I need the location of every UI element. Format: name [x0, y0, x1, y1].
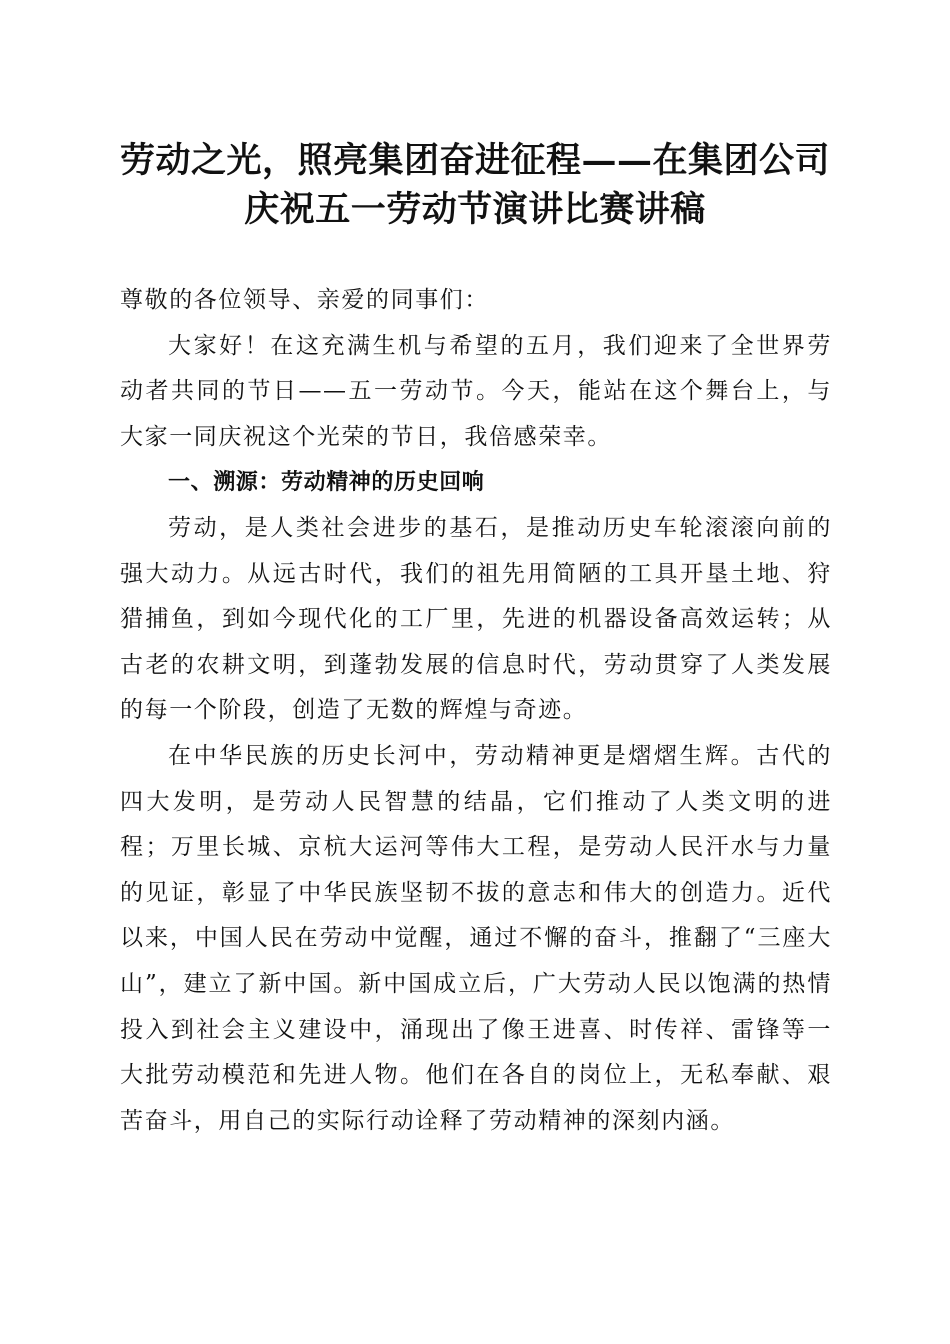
title-line-2: 庆祝五一劳动节演讲比赛讲稿 [244, 189, 706, 230]
paragraph-greeting: 大家好！在这充满生机与希望的五月，我们迎来了全世界劳动者共同的节日——五一劳动节。今天，能站在这个舞台上，与大家一同庆祝这个光荣的节日，我倍感荣幸。 [120, 332, 832, 450]
document-title [100, 136, 850, 234]
salutation: 尊敬的各位领导、亲爱的同事们： [120, 287, 489, 313]
title-line-1: 劳动之光，照亮集团奋进征程——在集团公司 [119, 140, 830, 181]
section-heading-1: 一、溯源：劳动精神的历史回响 [168, 470, 485, 496]
document-body [120, 278, 832, 1144]
paragraph-chinese-history: 在中华民族的历史长河中，劳动精神更是熠熠生辉。古代的四大发明，是劳动人民智慧的结晶，它们推动了人类文明的进程；万里长城、京杭大运河等伟大工程，是劳动人民汗水与力量的见证，彰显了中华民族坚韧不拔的意志和伟大的创造力。近代以来，中国人民在劳动中觉醒，通过不懈的奋斗，推翻了“三座大山”，建立了新中国。新中国成立后，广大劳动人民以饱满的热情投入到社会主义建设中，涌现出了像王进喜、时传祥、雷锋等一大批劳动模范和先进人物。他们在各自的岗位上，无私奉献、艰苦奋斗，用自己的实际行动诠释了劳动精神的深刻内涵。 [120, 742, 832, 1134]
paragraph-labor-foundation: 劳动，是人类社会进步的基石，是推动历史车轮滚滚向前的强大动力。从远古时代，我们的祖先用简陋的工具开垦土地、狩猎捕鱼，到如今现代化的工厂里，先进的机器设备高效运转；从古老的农耕文明，到蓬勃发展的信息时代，劳动贯穿了人类发展的每一个阶段，创造了无数的辉煌与奇迹。 [120, 514, 832, 724]
